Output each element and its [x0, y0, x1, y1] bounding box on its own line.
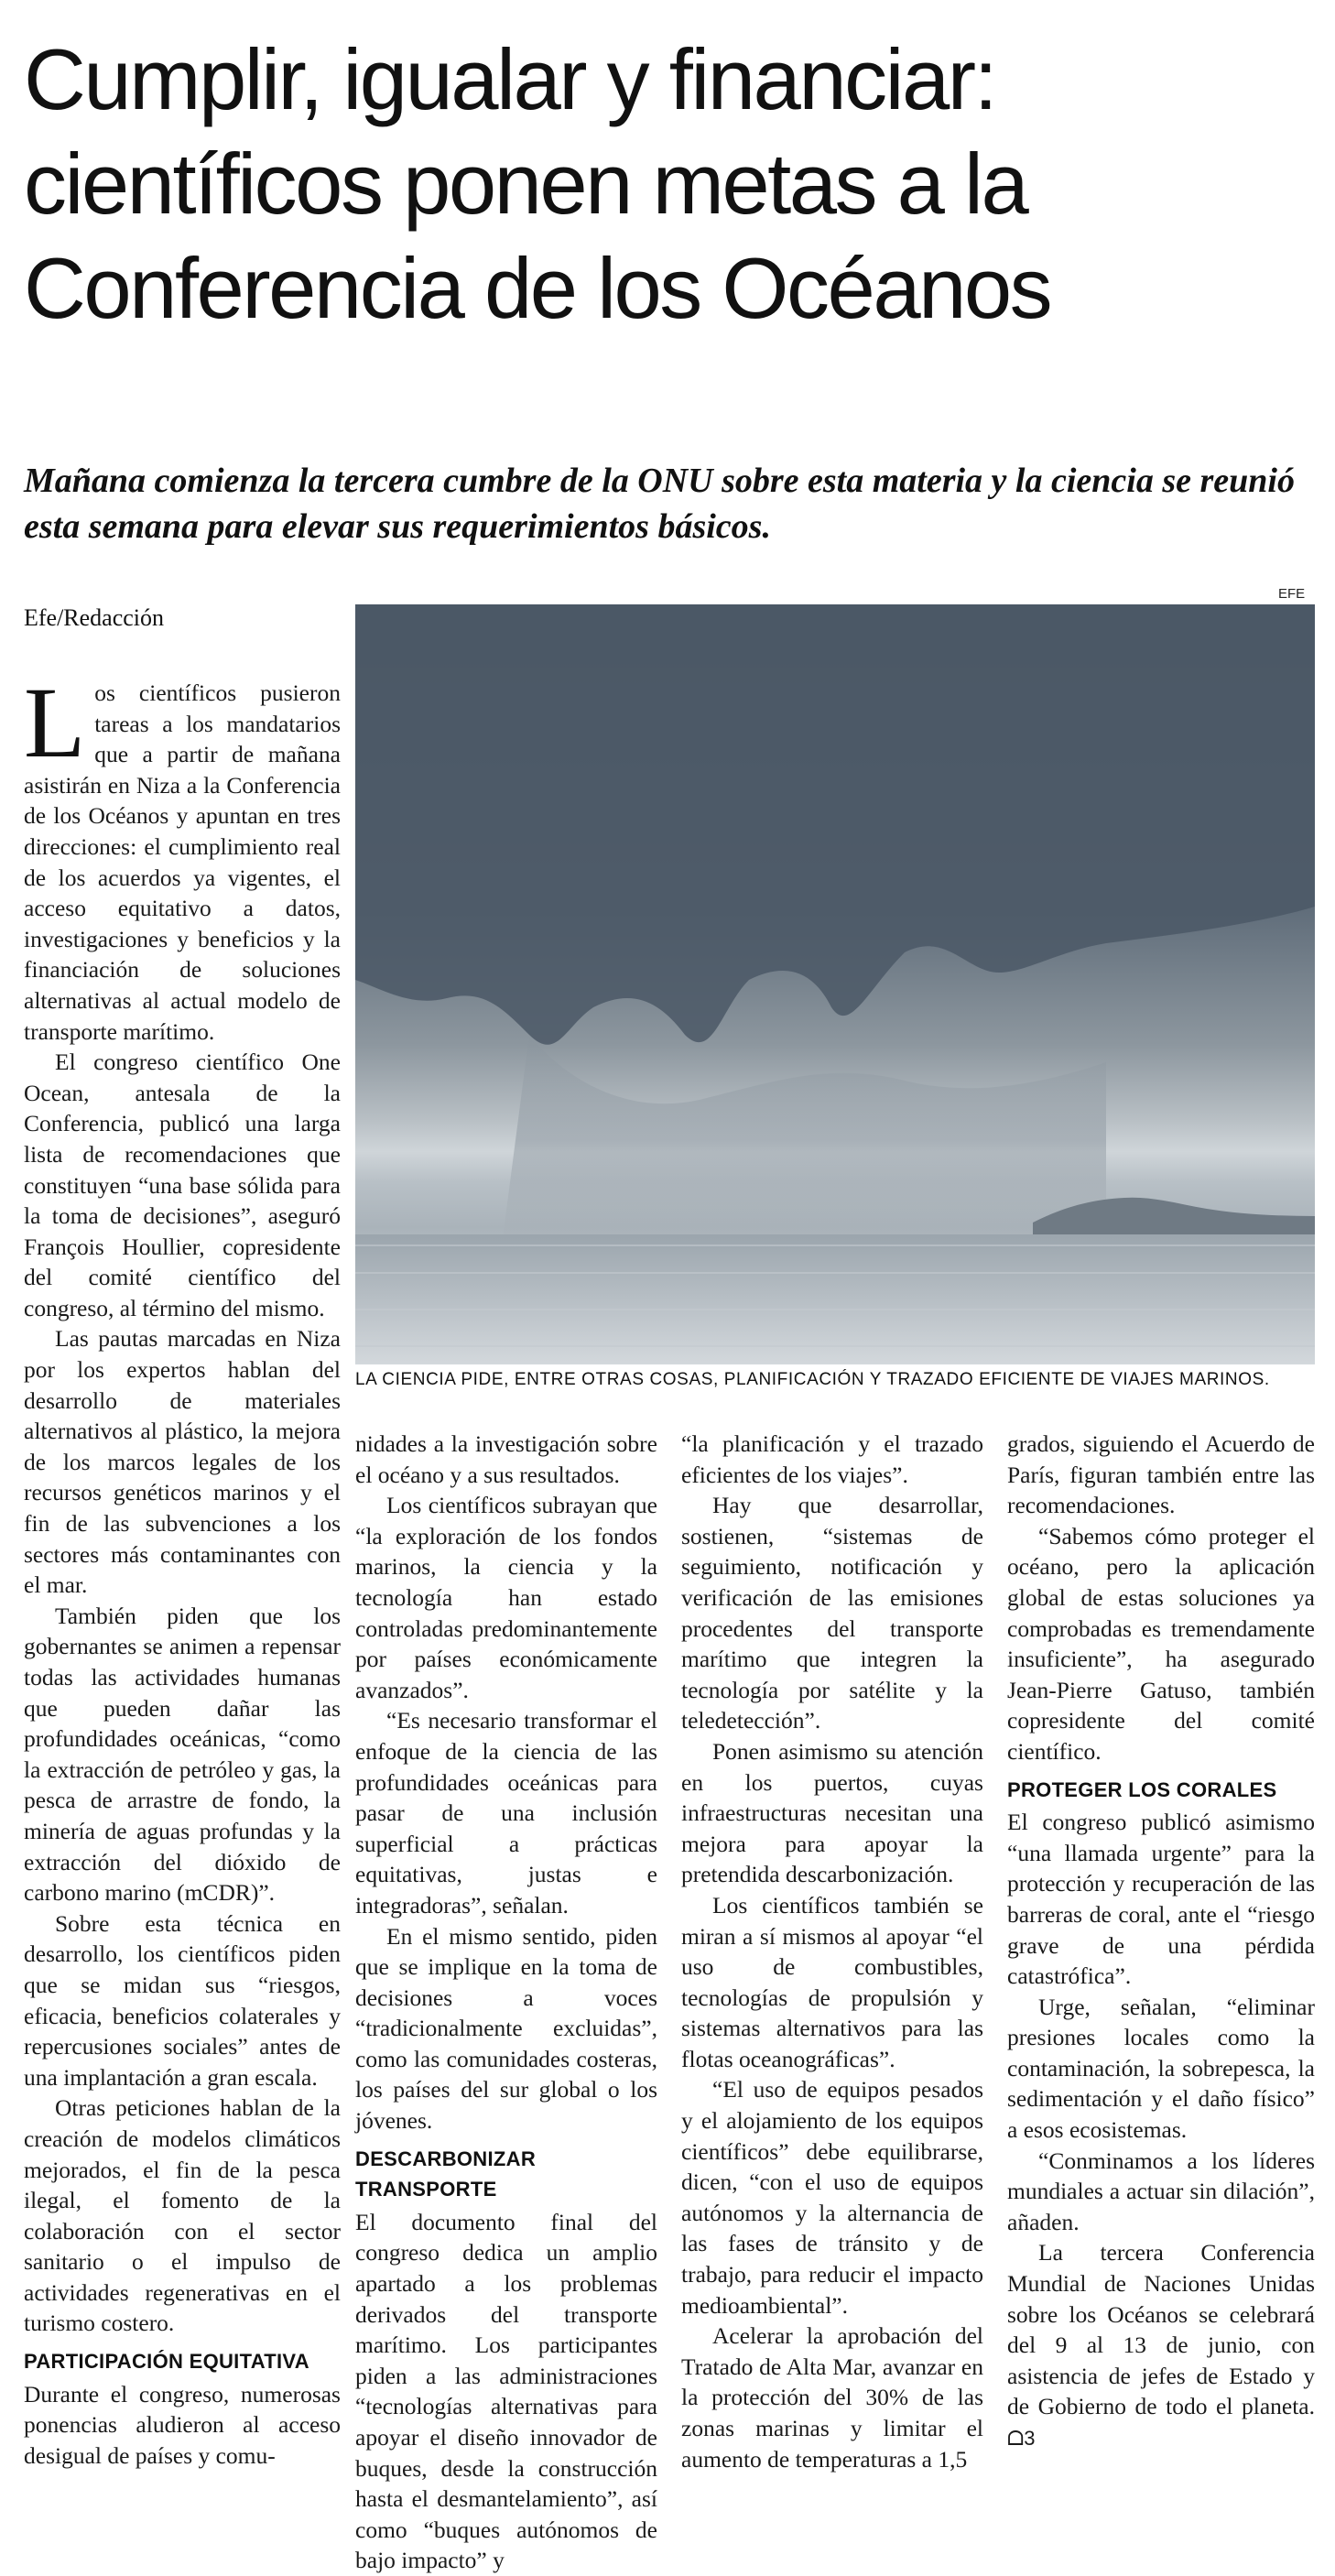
paragraph: El congreso científico One Ocean, antesala de la Conferencia, publicó una larga lista de recomendaciones que constituyen “una base sólida para la toma de decisiones”, aseguró François Houllier, copresidente del comité científico del congreso, al término del mismo. — [24, 1049, 341, 1321]
section-heading-descarbonizar: DESCARBONIZAR TRANSPORTE — [355, 2147, 537, 2201]
article-photo — [355, 604, 1315, 1364]
column-4 — [1007, 1429, 1315, 2454]
paragraph: “Sabemos cómo proteger el océano, pero la aplicación global de estas soluciones ya comprobadas es tremendamente insuficiente”, ha asegurado Jean-Pierre Gatuso, también copresidente del comité científico. — [1007, 1522, 1315, 1765]
paragraph: “Conminamos a los líderes mundiales a actuar sin dilación”, añaden. — [1007, 2147, 1315, 2235]
paragraph: Urge, señalan, “eliminar presiones locales como la contaminación, la sobrepesca, la sedimentación y el daño físico” a esos ecosistemas. — [1007, 1993, 1315, 2144]
end-mark: ᗝ3 — [1007, 2427, 1036, 2450]
paragraph: También piden que los gobernantes se animen a repensar todas las actividades humanas que pueden dañar las profundidades oceánicas, “como la extracción de petróleo y gas, la pesca de arrastre de fondo, la minería de aguas profundas y la extracción del dióxido de carbono marino (mCDR)”. — [24, 1602, 341, 1907]
section-heading-participacion: PARTICIPACIÓN EQUITATIVA — [24, 2350, 309, 2374]
paragraph: Las pautas marcadas en Niza por los expertos hablan del desarrollo de materiales alternativos al plástico, la mejora de los marcos legales de los recursos genéticos marinos y el fin de las subvenciones a los sectores más contaminantes con el mar. — [24, 1325, 341, 1599]
column-3 — [681, 1429, 983, 2474]
section-heading-corales: PROTEGER LOS CORALES — [1007, 1777, 1277, 1801]
photo-credit: EFE — [1278, 586, 1306, 602]
paragraph: Ponen asimismo su atención en los puertos, cuyas infraestructuras necesitan una mejora para apoyar la pretendida descarbonización. — [681, 1737, 983, 1888]
lead-paragraph — [24, 667, 341, 1047]
closing-text: La tercera Conferencia Mundial de Naciones Unidas sobre los Océanos se celebrará del 9 al 13 de junio, con asistencia de jefes de Estado y de Gobierno de todo el planeta. — [1007, 2239, 1315, 2420]
paragraph: Sobre esta técnica en desarrollo, los científicos piden que se midan sus “riesgos, eficacia, beneficios colaterales y repercusiones sociales” antes de una implantación a gran escala. — [24, 1909, 341, 2091]
dropcap: L — [24, 667, 86, 778]
paragraph: Hay que desarrollar, sostienen, “sistemas de seguimiento, notificación y verificación de las emisiones procedentes del transporte marítimo que integren la tecnología por satélite y la teledetección”. — [681, 1492, 983, 1734]
storm-over-sea-illustration — [355, 604, 1315, 1364]
paragraph: El congreso publicó asimismo “una llamada urgente” para la protección y recuperación de las barreras de coral, ante el “riesgo grave de una pérdida catastrófica”. — [1007, 1809, 1315, 1990]
paragraph: Durante el congreso, numerosas ponencias aludieron al acceso desigual de países y comu- — [24, 2380, 341, 2469]
subhead: Mañana comienza la tercera cumbre de la ONU sobre esta materia y la ciencia se reunió esta semana para elevar sus requerimientos básicos. — [24, 462, 1295, 546]
column-2 — [355, 1429, 657, 2576]
paragraph: Los científicos también se miran a sí mismos al apoyar “el uso de combustibles, tecnologías de propulsión y sistemas alternativos para las flotas oceanográficas”. — [681, 1891, 983, 2072]
paragraph: Otras peticiones hablan de la creación de modelos climáticos mejorados, el fin de la pesca ilegal, el fomento de la colaboración con el sector sanitario o el impulso de actividades regenerativas en el turismo costero. — [24, 2094, 341, 2337]
photo-caption: LA CIENCIA PIDE, ENTRE OTRAS COSAS, PLANIFICACIÓN Y TRAZADO EFICIENTE DE VIAJES MARINOS. — [355, 1370, 1270, 1389]
paragraph: grados, siguiendo el Acuerdo de París, figuran también entre las recomendaciones. — [1007, 1430, 1315, 1519]
headline — [24, 27, 1324, 341]
paragraph: En el mismo sentido, piden que se implique en la toma de decisiones a voces “tradicionalmente excluidas”, como las comunidades costeras, los países del sur global o los jóvenes. — [355, 1922, 657, 2135]
paragraph: nidades a la investigación sobre el océano y a sus resultados. — [355, 1430, 657, 1488]
headline-line-3: Conferencia de los Océanos — [24, 240, 1051, 336]
paragraph: Acelerar la aprobación del Tratado de Alta Mar, avanzar en la protección del 30% de las zonas marinas y limitar el aumento de temperaturas a 1,5 — [681, 2322, 983, 2473]
column-1 — [24, 667, 341, 2471]
paragraph: “Es necesario transformar el enfoque de la ciencia de las profundidades oceánicas para pasar de una inclusión superficial a prácticas equitativas, justas e integradoras”, señalan. — [355, 1707, 657, 1918]
paragraph: “El uso de equipos pesados y el alojamiento de los equipos científicos” debe equilibrarse, dicen, “con el uso de equipos autónomos y la alternancia de las fases de tránsito y de trabajo, para reducir el impacto medioambiental”. — [681, 2076, 983, 2319]
headline-line-1: Cumplir, igualar y financiar: — [24, 31, 996, 127]
paragraph — [1007, 2237, 1315, 2453]
lead-text: os científicos pusieron tareas a los mandatarios que a partir de mañana asistirán en Niza a la Conferencia de los Océanos y apuntan en tres direcciones: el cumplimiento real de los acuerdos ya vigentes, el acceso equitativo a datos, investigaciones y beneficios y la financiación de soluciones alternativas al actual modelo de transporte marítimo. — [24, 679, 341, 1045]
byline: Efe/Redacción — [24, 604, 165, 631]
paragraph: El documento final del congreso dedica un amplio apartado a los problemas derivados del transporte marítimo. Los participantes piden a las administraciones “tecnologías alternativas para apoyar el diseño innovador de buques, desde la construcción hasta el desmantelamiento”, así como “buques autónomos de bajo impacto” y — [355, 2208, 657, 2574]
paragraph: Los científicos subrayan que “la exploración de los fondos marinos, la ciencia y la tecnología han estado controladas predominantemente por países económicamente avanzados”. — [355, 1492, 657, 1703]
paragraph: “la planificación y el trazado eficientes de los viajes”. — [681, 1430, 983, 1488]
headline-line-2: científicos ponen metas a la — [24, 136, 1027, 232]
